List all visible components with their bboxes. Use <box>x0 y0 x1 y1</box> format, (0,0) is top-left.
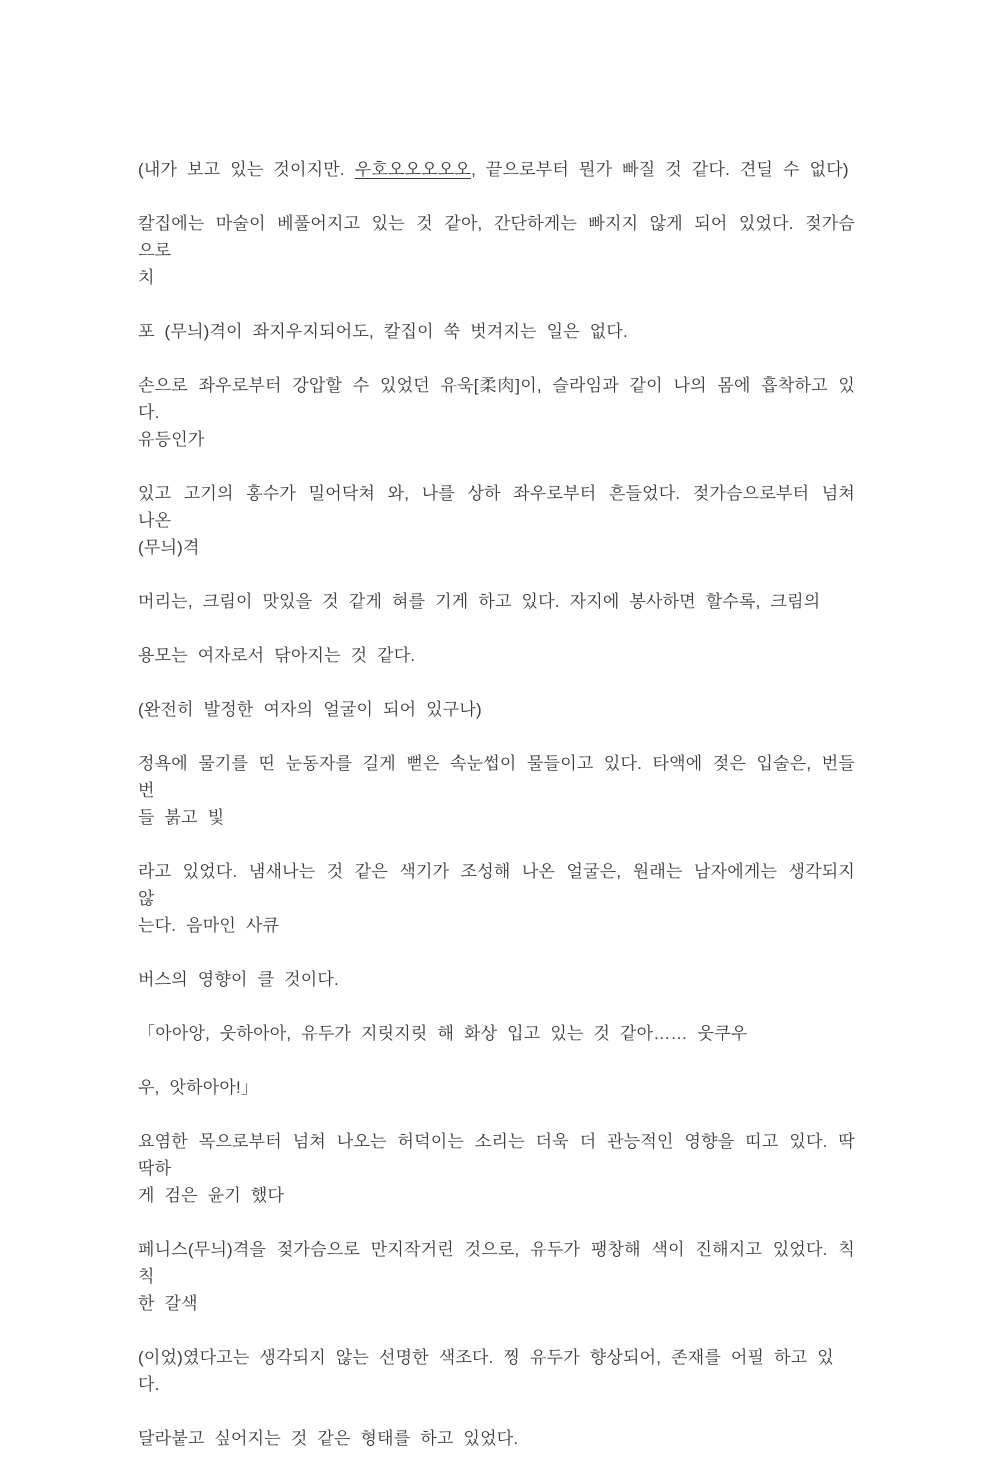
text-line <box>138 858 855 912</box>
text-segment: 머리는, 크림이 맛있을 것 같게 혀를 기게 하고 있다. 자지에 봉사하면 할수록, 크림의 <box>138 592 821 611</box>
paragraph <box>138 210 855 291</box>
text-segment: 라고 있었다. 냄새나는 것 같은 색기가 조성해 나온 얼굴은, 원래는 남자에게는 생각되지 않 <box>138 862 855 908</box>
text-line <box>138 1182 855 1209</box>
text-line <box>138 912 855 939</box>
text-line <box>138 696 855 723</box>
text-segment: 달라붙고 싶어지는 것 같은 형태를 하고 있었다. <box>138 1429 519 1448</box>
text-line <box>138 1074 855 1101</box>
text-segment: 정욕에 물기를 띤 눈동자를 길게 뻗은 속눈썹이 물들이고 있다. 타액에 젖은 입술은, 번들번 <box>138 754 855 800</box>
text-segment: (무늬)격 <box>138 538 200 557</box>
text-line <box>138 210 855 264</box>
text-line <box>138 426 855 453</box>
paragraph <box>138 1074 855 1101</box>
text-line <box>138 372 855 426</box>
paragraph <box>138 1425 855 1452</box>
text-line <box>138 1425 855 1452</box>
underlined-text: 우호오오오오오 <box>354 160 472 179</box>
text-segment: 칼집에는 마술이 베풀어지고 있는 것 같아, 간단하게는 빠지지 않게 되어 있었다. 젖가슴으로 <box>138 214 855 260</box>
text-line <box>138 1290 855 1317</box>
text-segment: 는다. 음마인 사큐 <box>138 916 280 935</box>
text-segment: 유등인가 <box>138 430 205 449</box>
text-line <box>138 1020 855 1047</box>
text-line <box>138 480 855 534</box>
text-line <box>138 642 855 669</box>
paragraph <box>138 372 855 453</box>
text-segment: , 끝으로부터 뭔가 빠질 것 같다. 견딜 수 없다) <box>471 160 849 179</box>
text-segment: 있고 고기의 홍수가 밀어닥쳐 와, 나를 상하 좌우로부터 흔들었다. 젖가슴으로부터 넘쳐 나온 <box>138 484 855 530</box>
paragraph <box>138 156 855 183</box>
paragraph <box>138 642 855 669</box>
paragraph <box>138 750 855 831</box>
text-line <box>138 588 855 615</box>
text-segment: (내가 보고 있는 것이지만. <box>138 160 355 179</box>
text-segment: 포 (무늬)격이 좌지우지되어도, 칼집이 쑥 벗겨지는 일은 없다. <box>138 322 628 341</box>
paragraph <box>138 1344 855 1398</box>
text-line <box>138 966 855 993</box>
paragraph <box>138 1020 855 1047</box>
paragraph <box>138 318 855 345</box>
text-line <box>138 534 855 561</box>
text-segment: 한 갈색 <box>138 1294 198 1313</box>
text-segment: (완전히 발정한 여자의 얼굴이 되어 있구나) <box>138 700 482 719</box>
text-line <box>138 1236 855 1290</box>
text-line <box>138 750 855 804</box>
text-content <box>138 156 855 1452</box>
paragraph <box>138 480 855 561</box>
text-segment: 페니스(무늬)격을 젖가슴으로 만지작거린 것으로, 유두가 팽창해 색이 진해지고 있었다. 칙칙 <box>138 1240 855 1286</box>
paragraph <box>138 858 855 939</box>
document-page <box>138 156 855 1479</box>
text-segment: 들 붉고 빛 <box>138 808 225 827</box>
paragraph <box>138 1128 855 1209</box>
paragraph <box>138 588 855 615</box>
text-line <box>138 318 855 345</box>
text-line <box>138 1344 855 1398</box>
text-segment: 「아아앙, 웃하아아, 유두가 지릿지릿 해 화상 입고 있는 것 같아…… 웃쿠우 <box>138 1024 748 1043</box>
paragraph <box>138 1236 855 1317</box>
text-segment: 게 검은 윤기 했다 <box>138 1186 285 1205</box>
text-segment: 치 <box>138 268 155 287</box>
text-segment: (이었)였다고는 생각되지 않는 선명한 색조다. 찡 유두가 향상되어, 존재를 어필 하고 있다. <box>138 1348 834 1394</box>
text-segment: 버스의 영향이 클 것이다. <box>138 970 339 989</box>
text-segment: 요염한 목으로부터 넘쳐 나오는 허덕이는 소리는 더욱 더 관능적인 영향을 띠고 있다. 딱딱하 <box>138 1132 855 1178</box>
text-segment: 용모는 여자로서 닦아지는 것 같다. <box>138 646 416 665</box>
text-segment: 우, 앗하아아!」 <box>138 1078 259 1097</box>
text-line <box>138 804 855 831</box>
text-line <box>138 264 855 291</box>
text-line <box>138 156 855 183</box>
text-segment: 손으로 좌우로부터 강압할 수 있었던 유욱[柔肉]이, 슬라임과 같이 나의 몸에 흡착하고 있다. <box>138 376 855 422</box>
paragraph <box>138 696 855 723</box>
text-line <box>138 1128 855 1182</box>
paragraph <box>138 966 855 993</box>
